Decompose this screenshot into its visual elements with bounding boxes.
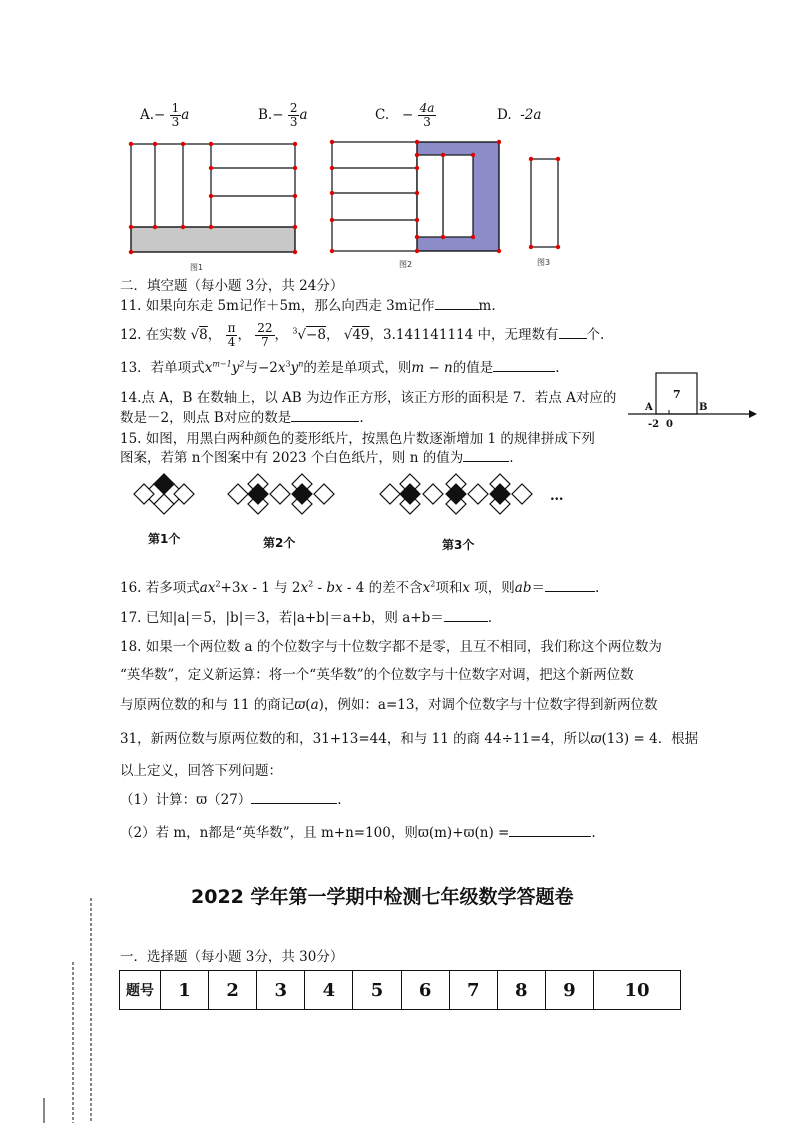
question-18-line-3: 与原两位数的和与 11 的商记ϖ(a)，例如：a=13，对调个位数字与十位数字得到新两位数 (120, 697, 658, 713)
pattern-3-label: 第3个 (442, 538, 475, 552)
answer-number-cell[interactable]: 3 (257, 971, 305, 1010)
question-14-line-1: 14.点 A，B 在数轴上，以 AB 为边作正方形，该正方形的面积是 7．若点 A对应的 (120, 390, 617, 406)
question-15-line-2: 图案，若第 n个图案中有 2023 个白色纸片，则 n 的值为 . (120, 450, 514, 466)
question-18-line-4: 31，新两位数与原两位数的和，31+13=44，和与 11 的商 44÷11=4，所以ϖ(13) = 4．根据 (120, 731, 699, 747)
figure-2-caption: 图2 (399, 260, 413, 269)
option-b: B.− $\frac{2}{3}$ a (258, 101, 308, 129)
question-18-line-5: 以上定义，回答下列问题： (120, 763, 282, 779)
answer-sheet-title: 2022 学年第一学期中检测七年级数学答题卷 (191, 886, 574, 908)
answer-number-cell[interactable]: 10 (593, 971, 680, 1010)
figure-3-caption: 图3 (537, 258, 551, 267)
question-18-line-2: “英华数”，定义新运算：将一个“英华数”的个位数字与十位数字对调，把这个新两位数 (120, 667, 634, 683)
question-12: 12. 在实数 √8， $\frac{\pi}{4}$ ， $\frac{22}{7}$ ， $^3$√−8， √49，3.141141114 中，无理数有 个. (120, 321, 605, 349)
answer-number-cell[interactable]: 7 (449, 971, 497, 1010)
option-d: D. -2a (497, 107, 542, 123)
answer-number-cell[interactable]: 9 (545, 971, 593, 1010)
question-18-part-1: （1）计算：ϖ（27） . (120, 792, 342, 808)
figure-1-caption: 图1 (190, 263, 204, 272)
square-area-label: 7 (673, 388, 681, 401)
answer-number-cell[interactable]: 5 (353, 971, 401, 1010)
pattern-2-label: 第2个 (263, 536, 296, 550)
answer-number-cell[interactable]: 1 (161, 971, 209, 1010)
point-b-label: B (699, 402, 708, 413)
answer-section-1-heading: 一．选择题（每小题 3分，共 30分） (120, 949, 344, 965)
tick-zero: 0 (666, 419, 673, 430)
question-15-line-1: 15. 如图，用黑白两种颜色的菱形纸片，按黑色片数逐渐增加 1 的规律拼成下列 (120, 431, 595, 447)
pattern-ellipsis: … (550, 488, 564, 504)
option-a: A.− $\frac{1}{3}$ a (140, 101, 190, 129)
pattern-1-label: 第1个 (148, 532, 181, 546)
tick-minus-2: -2 (648, 419, 660, 430)
question-18-line-1: 18. 如果一个两位数 a 的个位数字与十位数字都不是零，且互不相同，我们称这个两位数为 (120, 639, 662, 655)
answer-number-cell[interactable]: 4 (305, 971, 353, 1010)
answer-number-cell[interactable]: 2 (209, 971, 257, 1010)
question-17: 17. 已知|a|＝5，|b|＝3，若|a+b|＝a+b，则 a+b＝ . (120, 610, 493, 626)
question-14-line-2: 数是－2，则点 B对应的数是 . (120, 410, 364, 426)
option-c: C. − $\frac{4a}{3}$ (375, 101, 435, 129)
question-13: 13．若单项式$x^{m-1}y^2$与$-2x^3y^n$的差是单项式，则m − n的值是 . (120, 359, 560, 376)
answer-number-cell[interactable]: 8 (497, 971, 545, 1010)
table-header-cell: 题号 (120, 971, 161, 1010)
section-2-heading: 二．填空题（每小题 3分，共 24分） (120, 278, 344, 294)
answer-number-cell[interactable]: 6 (401, 971, 449, 1010)
question-11: 11. 如果向东走 5m记作＋5m，那么向西走 3m记作 m. (120, 298, 496, 314)
question-16: 16. 若多项式$ax^2+3x - 1$ 与 $2x^2$ - bx - 4 的差不含$x^2$项和x 项，则ab＝ . (120, 579, 600, 596)
point-a-label: A (645, 402, 653, 413)
question-18-part-2: （2）若 m，n都是“英华数”，且 m+n=100，则ϖ(m)+ϖ(n) = . (120, 825, 596, 841)
